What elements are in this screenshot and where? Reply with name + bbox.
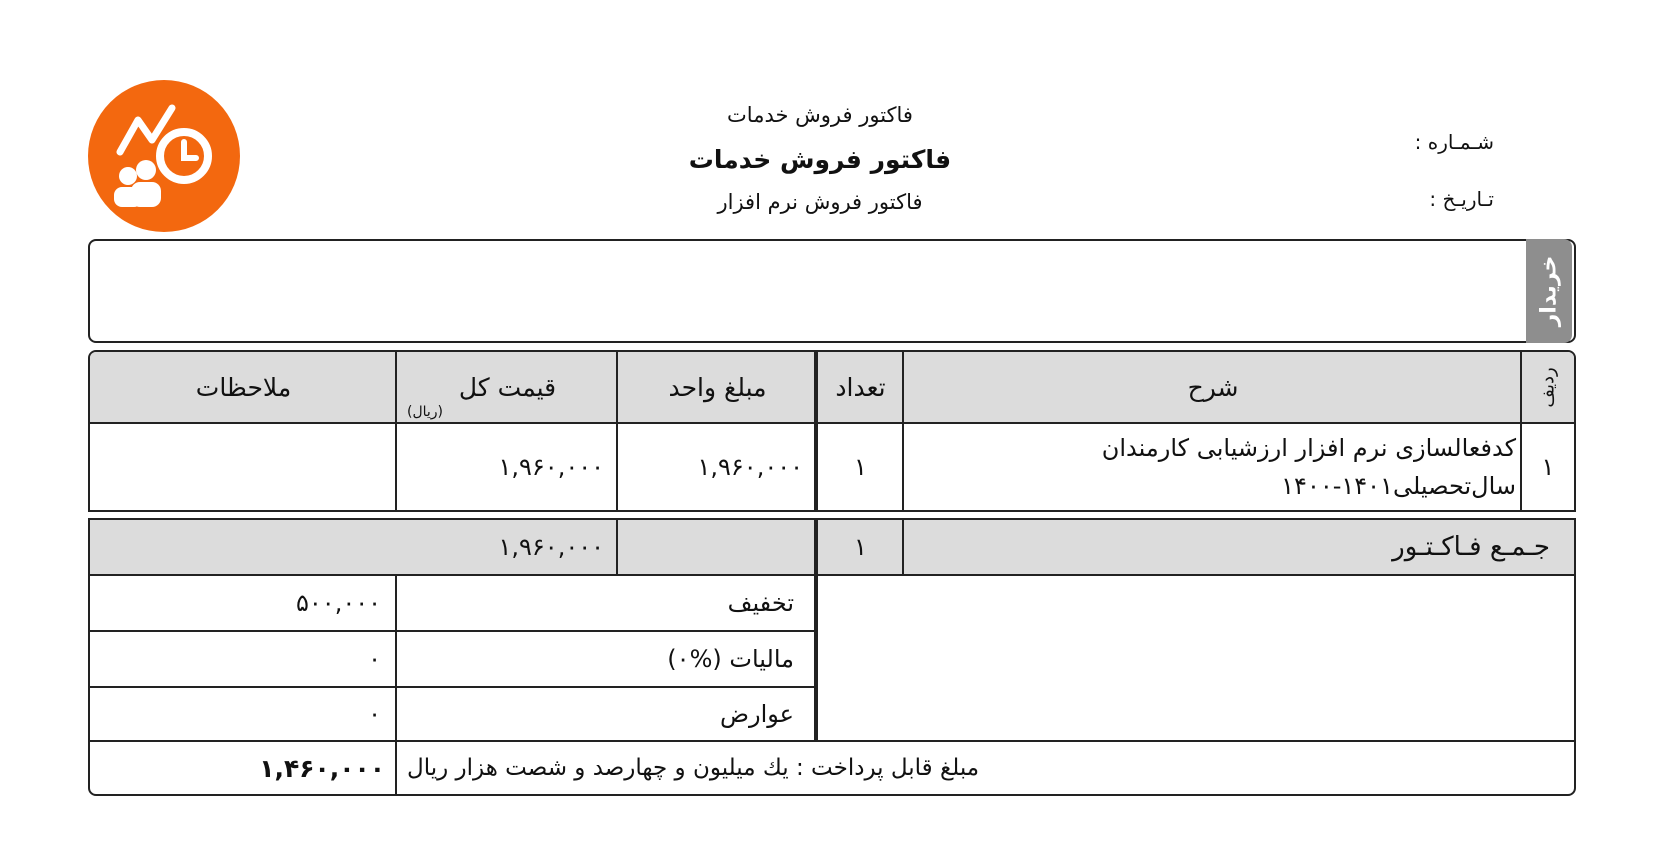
buyer-box <box>88 239 1576 343</box>
description-line-1: کدفعالسازی نرم افزار ارزشیابی کارمندان <box>1101 434 1516 462</box>
payable-value: ۱,۴۶۰,۰۰۰ <box>259 753 385 783</box>
header-quantity: تعداد <box>835 372 886 402</box>
invoice-title: فاکتور فروش خدمات <box>688 145 952 174</box>
clock-people-chart-icon <box>88 80 240 232</box>
payable-text: مبلغ قابل پرداخت : یك میلیون و چهارصد و شصت هزار ریال <box>407 755 980 781</box>
header-total-price-label: قیمت کل <box>458 372 557 402</box>
notes-cell <box>90 424 397 510</box>
header-unit-price: مبلغ واحد <box>668 372 767 402</box>
total-divider-a <box>902 520 904 574</box>
duties-value: ۰ <box>368 700 381 728</box>
tax-value: ۰ <box>368 645 381 673</box>
row-no-cell: ۱ <box>1541 453 1555 481</box>
invoice-total-label: جـمـع فـاکـتـور <box>1392 532 1550 562</box>
header-total-price <box>397 352 618 422</box>
col-divider-quantity <box>814 352 818 510</box>
quantity-cell: ۱ <box>854 453 867 481</box>
discount-label: تخفیف <box>727 589 794 617</box>
buyer-tab <box>1526 239 1572 343</box>
col-divider-row-no <box>1520 352 1522 510</box>
header-notes: ملاحظات <box>195 372 292 402</box>
unit-price-cell: ۱,۹۶۰,۰۰۰ <box>697 453 803 481</box>
invoice-total-qty: ۱ <box>854 533 867 561</box>
tax-label: مالیات (%۰) <box>667 645 794 673</box>
discount-value: ۵۰۰,۰۰۰ <box>296 589 381 617</box>
total-price-cell: ۱,۹۶۰,۰۰۰ <box>498 453 604 481</box>
invoice-total-amount: ۱,۹۶۰,۰۰۰ <box>498 533 604 561</box>
col-divider-description <box>902 352 904 510</box>
header-row-no-label: ردیف <box>1537 366 1559 408</box>
description-line-2: سال‌تحصیلی۱۴۰۱-۱۴۰۰ <box>1281 472 1516 500</box>
header-row-no <box>1522 352 1574 422</box>
company-logo <box>88 80 240 232</box>
duties-label: عوارض <box>720 700 794 728</box>
invoice-title-small: فاکتور فروش خدمات <box>727 103 913 127</box>
col-divider-unit-price <box>616 352 618 510</box>
col-divider-total-price <box>395 352 397 510</box>
invoice-date-label: تـاریـخ : <box>1429 187 1494 211</box>
total-divider-b <box>814 520 818 740</box>
items-table <box>88 350 1576 512</box>
buyer-tab-label: خریدار <box>1536 255 1562 327</box>
total-divider-c <box>616 520 618 574</box>
header-total-price-unit: (ریال) <box>407 404 444 420</box>
header-description: شرح <box>1187 372 1239 402</box>
summary-table <box>88 518 1576 796</box>
invoice-subtitle: فاکتور فروش نرم افزار <box>717 190 923 214</box>
description-cell <box>904 424 1522 510</box>
invoice-number-label: شـمـاره : <box>1414 130 1494 154</box>
